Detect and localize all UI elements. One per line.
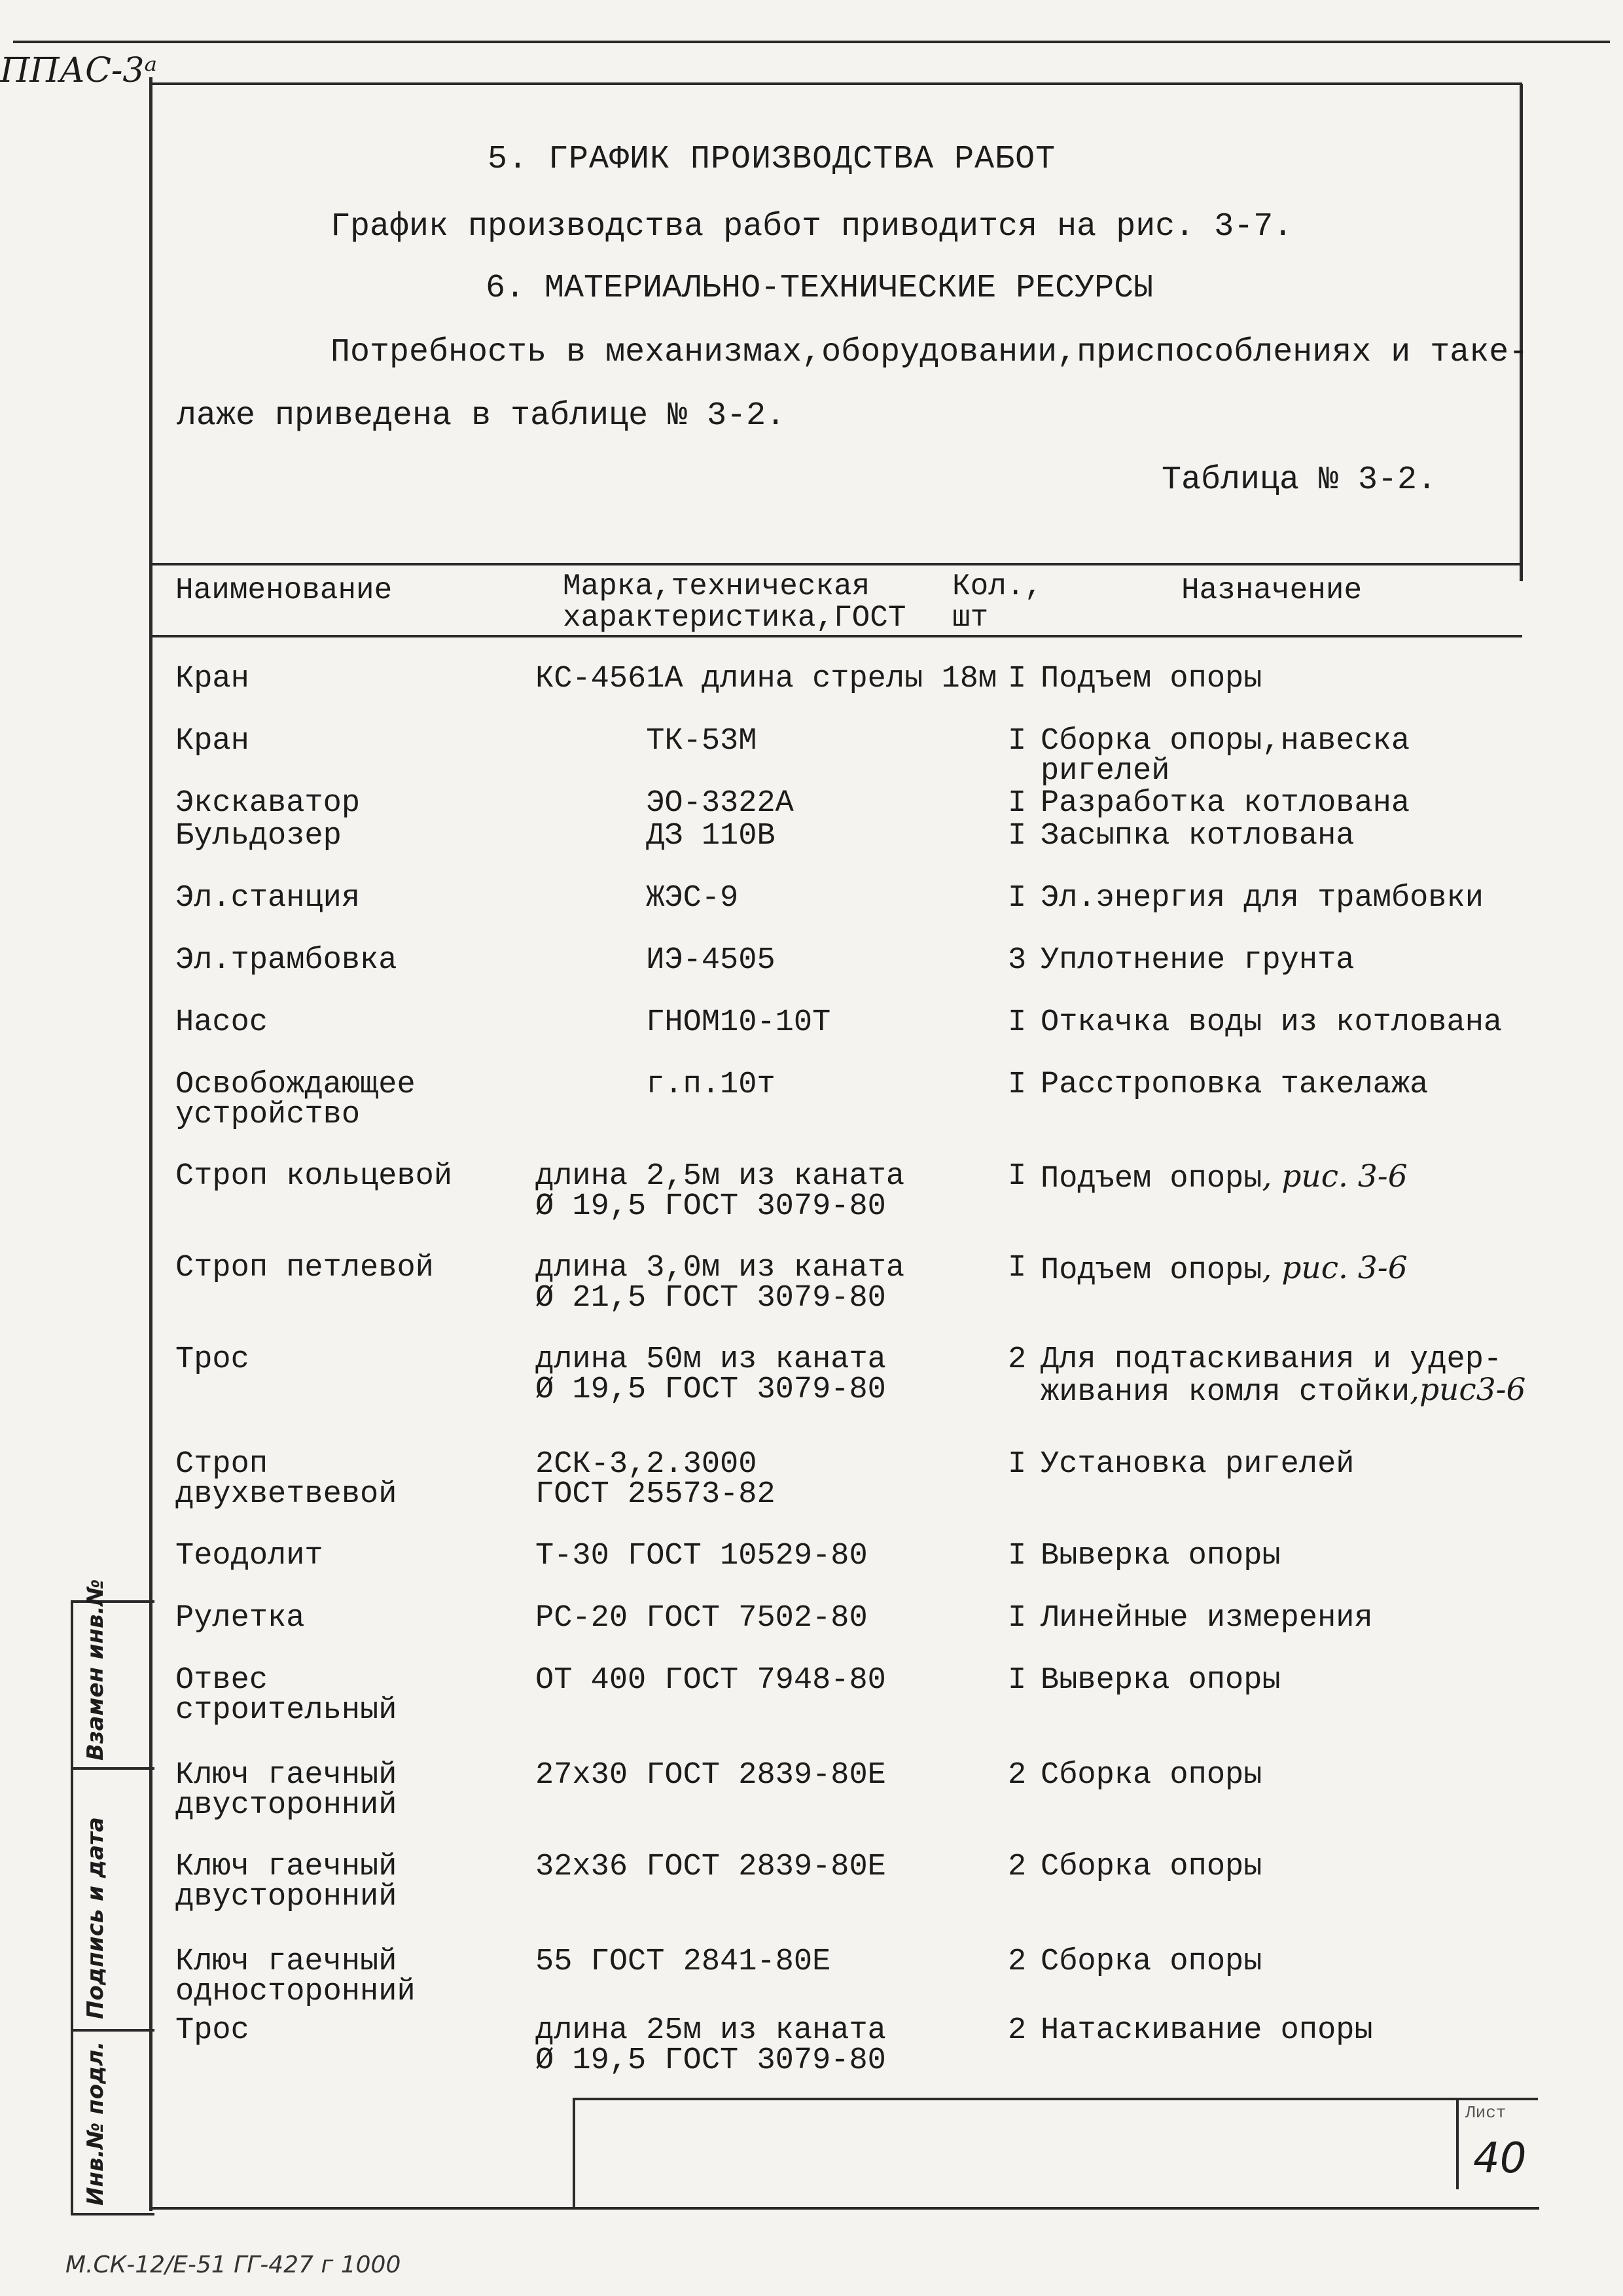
table-top-line <box>152 563 1522 565</box>
handwritten-note: , рис. 3-6 <box>1262 1250 1408 1286</box>
right-border <box>1520 84 1523 581</box>
sheet-number: 40 <box>1473 2134 1527 2183</box>
row-name: Ключ гаечный односторонний <box>175 1945 416 2009</box>
row-mark: 55 ГОСТ 2841-80Е <box>535 1945 831 1979</box>
row-name: Ключ гаечный двусторонний <box>175 1758 397 1823</box>
row-purpose-text: Для подтаскивания и удер- живания комля стойки <box>1041 1342 1503 1410</box>
row-mark: длина 50м из каната Ø 19,5 ГОСТ 3079-80 <box>535 1342 886 1407</box>
resources-paragraph-line2: лаже приведена в таблице № 3-2. <box>177 397 786 435</box>
row-qty: 2 <box>1008 1758 1027 1793</box>
row-name: Бульдозер <box>175 819 342 853</box>
row-qty: I <box>1008 1005 1027 1040</box>
row-purpose: Уплотнение грунта <box>1041 943 1355 978</box>
row-mark: г.п.10т <box>535 1067 776 1102</box>
row-qty: I <box>1008 1539 1027 1573</box>
row-mark: 32х36 ГОСТ 2839-80Е <box>535 1850 886 1884</box>
row-name: Строп кольцевой <box>175 1159 453 1194</box>
handwritten-note: , рис. 3-6 <box>1262 1158 1408 1194</box>
row-purpose: Натаскивание опоры <box>1041 2013 1373 2048</box>
bottom-border <box>152 2207 1539 2210</box>
row-purpose: Сборка опоры <box>1041 1945 1262 1979</box>
row-purpose: Выверка опоры <box>1041 1539 1281 1573</box>
row-purpose <box>1041 1342 1526 1410</box>
row-purpose: Засыпка котлована <box>1041 819 1355 853</box>
row-name: Рулетка <box>175 1601 305 1636</box>
row-purpose-text: Подъем опоры <box>1041 1162 1262 1196</box>
row-mark: ТК-53М <box>535 724 757 759</box>
row-purpose-text: Подъем опоры <box>1041 1253 1262 1288</box>
title-block-top-line <box>573 2098 1522 2100</box>
stamp-signature-date-label: Подпись и дата <box>82 1817 109 2019</box>
row-qty: I <box>1008 819 1027 853</box>
row-mark: длина 3,0м из каната Ø 21,5 ГОСТ 3079-80 <box>535 1251 905 1316</box>
row-name: Эл.трамбовка <box>175 943 397 978</box>
row-mark: длина 2,5м из каната Ø 19,5 ГОСТ 3079-80 <box>535 1159 905 1224</box>
table-header-bottom-line <box>152 635 1522 637</box>
section-5-heading: 5. ГРАФИК ПРОИЗВОДСТВА РАБОТ <box>488 141 1056 178</box>
stamp-inventory-label: Инв.№ подл. <box>82 2041 109 2206</box>
document-code: ППАС-3ᵃ <box>0 51 158 90</box>
stamp-divider <box>71 1767 154 1770</box>
row-qty: I <box>1008 1601 1027 1636</box>
row-name: Строп петлевой <box>175 1251 434 1285</box>
header-purpose: Назначение <box>1181 573 1363 607</box>
row-mark: ЭО-3322А <box>535 786 794 821</box>
row-name: Трос <box>175 2013 249 2048</box>
row-name: Ключ гаечный двусторонний <box>175 1850 397 1914</box>
table-caption: Таблица № 3-2. <box>1162 461 1437 499</box>
row-qty: 2 <box>1008 1945 1027 1979</box>
row-qty: I <box>1008 1663 1027 1698</box>
row-qty: I <box>1008 1159 1027 1194</box>
row-mark: ИЭ-4505 <box>535 943 776 978</box>
row-mark: ДЗ 110В <box>535 819 776 853</box>
row-qty: I <box>1008 881 1027 916</box>
header-mark: Марка,техническая характеристика,ГОСТ <box>563 569 906 635</box>
row-purpose <box>1041 1158 1408 1196</box>
row-name: Отвес строительный <box>175 1663 397 1728</box>
row-purpose: Разработка котлована <box>1041 786 1410 821</box>
row-qty: I <box>1008 1447 1027 1482</box>
row-purpose: Подъем опоры <box>1041 662 1262 696</box>
row-name: Кран <box>175 724 249 759</box>
row-name: Трос <box>175 1342 249 1377</box>
row-qty: 2 <box>1008 1342 1027 1377</box>
row-purpose: Установка ригелей <box>1041 1447 1355 1482</box>
handwritten-note: ,рис3-6 <box>1410 1372 1526 1408</box>
row-purpose <box>1041 1250 1408 1288</box>
row-name: Теодолит <box>175 1539 323 1573</box>
row-qty: I <box>1008 724 1027 759</box>
row-mark: РС-20 ГОСТ 7502-80 <box>535 1601 868 1636</box>
row-qty: 2 <box>1008 1850 1027 1884</box>
header-qty: Кол., шт <box>952 569 1043 635</box>
row-mark: 27х30 ГОСТ 2839-80Е <box>535 1758 886 1793</box>
row-purpose: Сборка опоры,навеска ригелей <box>1041 724 1410 789</box>
row-name: Кран <box>175 662 249 696</box>
row-mark: КС-4561А длина стрелы 18м <box>535 662 997 696</box>
row-name: Строп двухветвевой <box>175 1447 397 1512</box>
row-qty: 3 <box>1008 943 1027 978</box>
row-purpose: Эл.энергия для трамбовки <box>1041 881 1484 916</box>
stamp-divider <box>71 2029 154 2032</box>
row-qty: 2 <box>1008 2013 1027 2048</box>
row-mark: ГНОМ10-10Т <box>535 1005 831 1040</box>
header-name: Наименование <box>175 573 393 607</box>
row-purpose: Выверка опоры <box>1041 1663 1281 1698</box>
row-purpose: Откачка воды из котлована <box>1041 1005 1503 1040</box>
title-block-left-line <box>573 2098 575 2209</box>
row-mark: длина 25м из каната Ø 19,5 ГОСТ 3079-80 <box>535 2013 886 2078</box>
row-qty: I <box>1008 1251 1027 1285</box>
row-purpose: Линейные измерения <box>1041 1601 1373 1636</box>
top-border <box>13 41 1610 43</box>
row-purpose: Сборка опоры <box>1041 1850 1262 1884</box>
sheet-label: Лист <box>1465 2103 1507 2123</box>
row-name: Эл.станция <box>175 881 361 916</box>
schedule-paragraph: График производства работ приводится на рис. 3-7. <box>330 208 1293 245</box>
row-mark: ОТ 400 ГОСТ 7948-80 <box>535 1663 886 1698</box>
row-name: Насос <box>175 1005 268 1040</box>
section-6-heading: 6. МАТЕРИАЛЬНО-ТЕХНИЧЕСКИЕ РЕСУРСЫ <box>486 270 1154 307</box>
resources-paragraph-line1: Потребность в механизмах,оборудовании,приспособлениях и таке- <box>330 334 1529 371</box>
row-name: Освобождающее устройство <box>175 1067 416 1132</box>
sheet-number-box <box>1456 2098 1538 2189</box>
row-mark: ЖЭС-9 <box>535 881 739 916</box>
row-purpose: Расстроповка такелажа <box>1041 1067 1429 1102</box>
archive-code: М.СК-12/Е-51 ГГ-427 г 1000 <box>65 2251 401 2278</box>
row-mark: 2СК-3,2.3000 ГОСТ 25573-82 <box>535 1447 776 1512</box>
row-qty: I <box>1008 786 1027 821</box>
stamp-replaced-inv-label: Взамен инв.№ <box>82 1579 109 1761</box>
row-qty: I <box>1008 1067 1027 1102</box>
row-qty: I <box>1008 662 1027 696</box>
row-mark: Т-30 ГОСТ 10529-80 <box>535 1539 868 1573</box>
row-purpose: Сборка опоры <box>1041 1758 1262 1793</box>
inner-top-border <box>152 82 1522 85</box>
row-name: Экскаватор <box>175 786 361 821</box>
